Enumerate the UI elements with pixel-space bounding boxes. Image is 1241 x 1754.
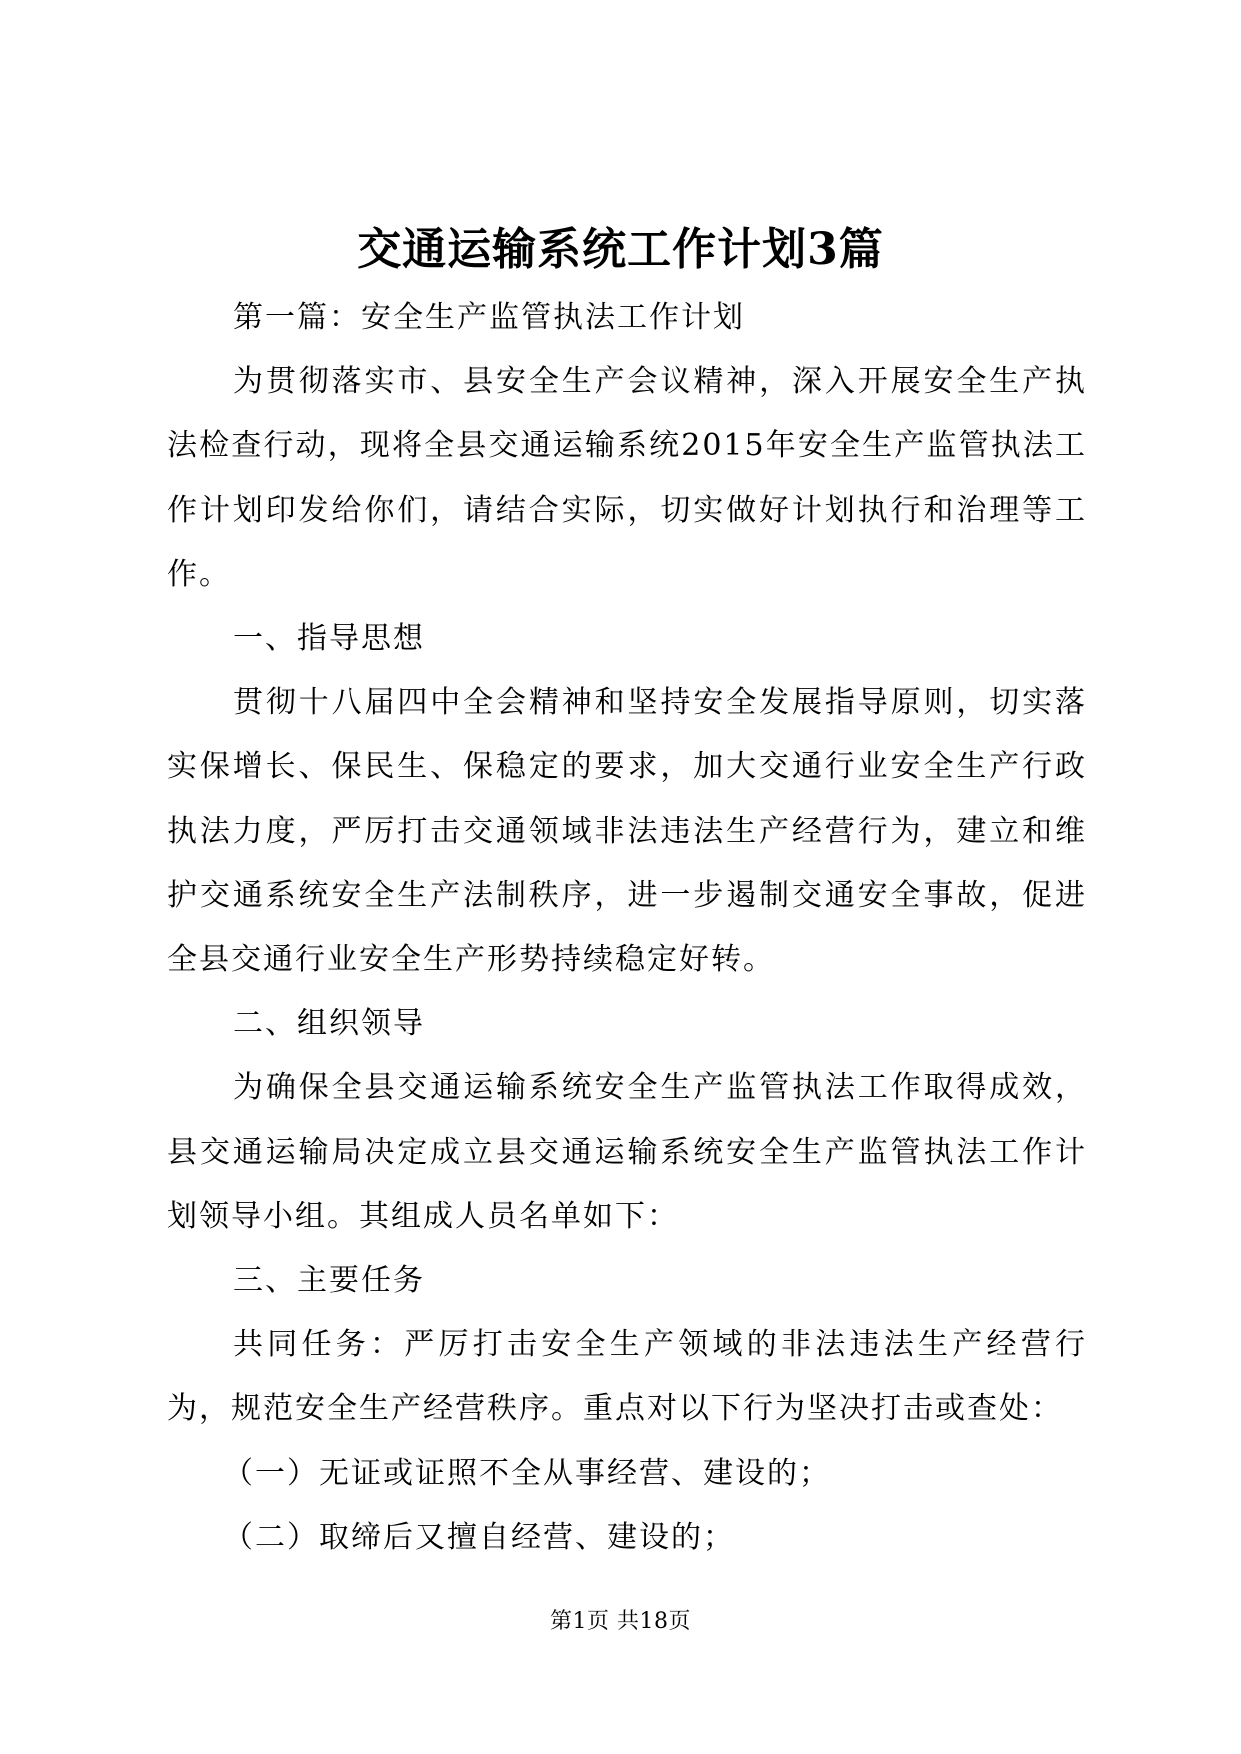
page-footer: 第1页 共18页 (550, 1609, 691, 1634)
document-title: 交通运输系统工作计划3篇 (357, 224, 884, 275)
paragraph-main-tasks: 共同任务：严厉打击安全生产领域的非法违法生产经营行为，规范安全生产经营秩序。重点对以下行为坚决打击或查处： (167, 1327, 1087, 1427)
section-heading-organization: 二、组织领导 (233, 1006, 425, 1042)
list-item-one: （一）无证或证照不全从事经营、建设的； (223, 1455, 831, 1491)
list-item-two: （二）取缔后又擅自经营、建设的； (223, 1519, 735, 1555)
section-heading-main-tasks: 三、主要任务 (233, 1263, 425, 1299)
document-body (167, 286, 1087, 1570)
paragraph-organization: 为确保全县交通运输系统安全生产监管执法工作取得成效，县交通运输局决定成立县交通运输系统安全生产监管执法工作计划领导小组。其组成人员名单如下： (167, 1070, 1087, 1234)
paragraph-intro: 为贯彻落实市、县安全生产会议精神，深入开展安全生产执法检查行动，现将全县交通运输系统2015年安全生产监管执法工作计划印发给你们，请结合实际，切实做好计划执行和治理等工作。 (167, 364, 1087, 592)
section-heading-guiding-ideology: 一、指导思想 (233, 621, 425, 657)
section-heading-part-one: 第一篇：安全生产监管执法工作计划 (233, 300, 745, 335)
paragraph-guiding-ideology: 贯彻十八届四中全会精神和坚持安全发展指导原则，切实落实保增长、保民生、保稳定的要求，加大交通行业安全生产行政执法力度，严厉打击交通领域非法违法生产经营行为，建立和维护交通系统安全生产法制秩序，进一步遏制交通安全事故，促进全县交通行业安全生产形势持续稳定好转。 (167, 685, 1087, 978)
